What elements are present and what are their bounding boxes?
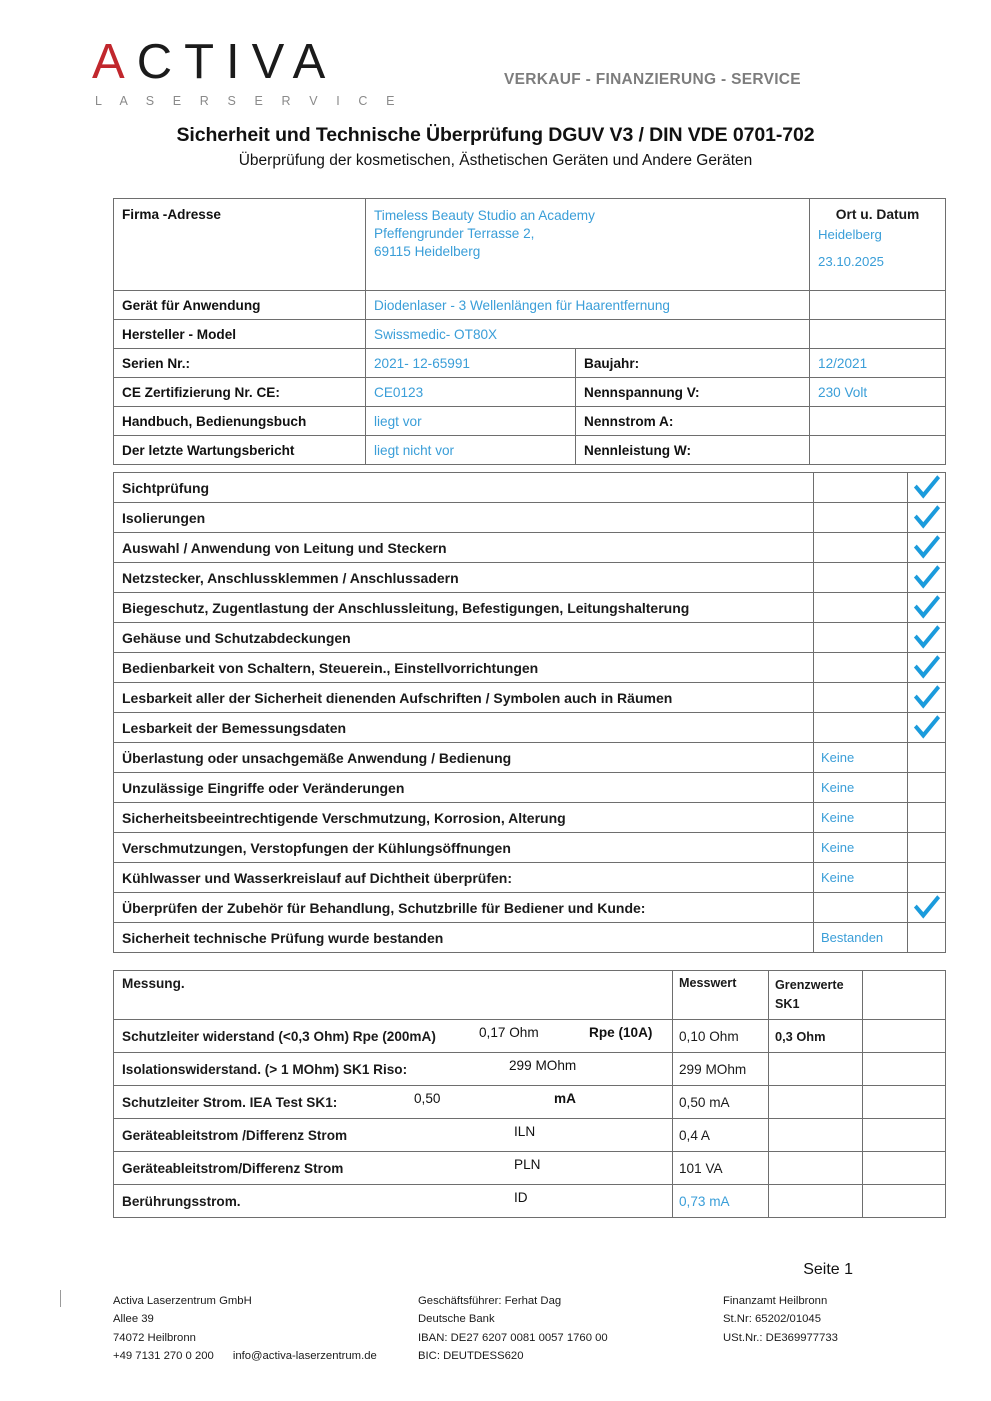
checklist-note-6[interactable] — [814, 653, 908, 683]
info-label-firma: Firma -Adresse — [114, 199, 366, 291]
meas-limit-5 — [769, 1185, 863, 1218]
checklist-note-9[interactable]: Keine — [814, 743, 908, 773]
checkmark-icon — [912, 503, 942, 531]
checklist-checkbox-14[interactable] — [908, 893, 946, 923]
footer-company-city: 74072 Heilbronn — [113, 1331, 196, 1344]
checklist-checkbox-4[interactable] — [908, 593, 946, 623]
table-row — [114, 1020, 946, 1053]
checklist-item-5: Gehäuse und Schutzabdeckungen — [114, 623, 814, 653]
table-row — [114, 923, 946, 953]
table-row — [114, 349, 946, 378]
info-right-value-0 — [810, 291, 946, 320]
checkmark-icon — [912, 653, 942, 681]
table-row — [114, 653, 946, 683]
checkmark-icon — [912, 533, 942, 561]
info-right-value-4[interactable] — [810, 407, 946, 436]
meas-limit-4 — [769, 1152, 863, 1185]
footer-managing-director: Geschäftsführer: Ferhat Dag — [418, 1295, 562, 1307]
table-row — [114, 533, 946, 563]
table-row — [114, 1119, 946, 1152]
info-label-ort-datum: Ort u. Datum — [835, 207, 920, 222]
checklist-item-9: Überlastung oder unsachgemäße Anwendung / Bedienung — [114, 743, 814, 773]
meas-header-result: Messwert — [673, 971, 769, 1020]
meas-result-3[interactable]: 0,4 A — [673, 1119, 769, 1152]
header-tagline: VERKAUF - FINANZIERUNG - SERVICE — [504, 71, 801, 88]
footer-company-name: Activa Laserzentrum GmbH — [113, 1295, 252, 1307]
table-row — [114, 1185, 946, 1218]
checklist-checkbox-12[interactable] — [908, 833, 946, 863]
checklist-note-15[interactable]: Bestanden — [814, 923, 908, 953]
checklist-item-15: Sicherheit technische Prüfung wurde bestanden — [114, 923, 814, 953]
info-label-3: CE Zertifizierung Nr. CE: — [114, 378, 366, 407]
meas-result-0[interactable]: 0,10 Ohm — [673, 1020, 769, 1053]
table-row — [114, 291, 946, 320]
table-row — [114, 773, 946, 803]
checklist-checkbox-1[interactable] — [908, 503, 946, 533]
info-cell-ort-datum — [810, 199, 946, 291]
footer-bank-name: Deutsche Bank — [418, 1313, 495, 1326]
table-row — [114, 199, 946, 291]
footer-contact-line — [113, 1347, 413, 1365]
info-right-label-3: Nennspannung V: — [576, 378, 810, 407]
checklist-note-2[interactable] — [814, 533, 908, 563]
checklist-checkbox-11[interactable] — [908, 803, 946, 833]
checklist-checkbox-8[interactable] — [908, 713, 946, 743]
meas-inline-label-0: Rpe (10A) — [589, 1025, 653, 1040]
info-value-2[interactable]: 2021- 12-65991 — [366, 349, 576, 378]
checklist-item-13: Kühlwasser und Wasserkreislauf auf Dichtheit überprüfen: — [114, 863, 814, 893]
checklist-item-11: Sicherheitsbeeintrechtigende Verschmutzung, Korrosion, Alterung — [114, 803, 814, 833]
checkmark-icon — [912, 893, 942, 921]
checklist-item-10: Unzulässige Eingriffe oder Veränderungen — [114, 773, 814, 803]
table-row — [114, 743, 946, 773]
info-right-value-1 — [810, 320, 946, 349]
checklist-item-4: Biegeschutz, Zugentlastung der Anschlussleitung, Befestigungen, Leitungshalterung — [114, 593, 814, 623]
footer-tax-number: St.Nr: 65202/01045 — [723, 1313, 821, 1326]
info-value-0[interactable]: Diodenlaser - 3 Wellenlängen für Haarentfernung — [366, 291, 810, 320]
meas-extra-1[interactable] — [863, 1053, 946, 1086]
info-right-label-4: Nennstrom A: — [576, 407, 810, 436]
checklist-note-13[interactable]: Keine — [814, 863, 908, 893]
measurement-table — [113, 970, 946, 1218]
checkmark-icon — [912, 593, 942, 621]
meas-result-1[interactable]: 299 MOhm — [673, 1053, 769, 1086]
meas-desc-5: Berührungsstrom. ID — [114, 1185, 673, 1218]
meas-extra-5[interactable] — [863, 1185, 946, 1218]
table-row — [114, 1086, 946, 1119]
checklist-checkbox-7[interactable] — [908, 683, 946, 713]
info-value-1[interactable]: Swissmedic- OT80X — [366, 320, 810, 349]
checklist-item-0: Sichtprüfung — [114, 473, 814, 503]
table-row — [114, 563, 946, 593]
checklist-note-12[interactable]: Keine — [814, 833, 908, 863]
info-label-4: Handbuch, Bedienungsbuch — [114, 407, 366, 436]
info-label-5: Der letzte Wartungsbericht — [114, 436, 366, 465]
meas-header-desc: Messung. — [114, 971, 673, 1020]
checklist-item-8: Lesbarkeit der Bemessungsdaten — [114, 713, 814, 743]
logo-letters-rest: CTIVA — [136, 35, 338, 89]
meas-result-5[interactable]: 0,73 mA — [673, 1185, 769, 1218]
logo-letter-a: A — [92, 35, 137, 89]
meas-extra-3[interactable] — [863, 1119, 946, 1152]
info-right-value-5[interactable] — [810, 436, 946, 465]
logo-subtitle: L A S E R S E R V I C E — [95, 94, 403, 108]
footer-vat-number: USt.Nr.: DE369977733 — [723, 1331, 838, 1344]
meas-inline-value-2[interactable]: 0,50 — [414, 1091, 441, 1106]
logo-wordmark — [92, 35, 392, 89]
checklist-checkbox-15[interactable] — [908, 923, 946, 953]
page-title: Sicherheit und Technische Überprüfung DGUV V3 / DIN VDE 0701-702 — [176, 124, 815, 146]
checkmark-icon — [912, 713, 942, 741]
table-row — [114, 803, 946, 833]
table-row — [114, 320, 946, 349]
checklist-item-2: Auswahl / Anwendung von Leitung und Steckern — [114, 533, 814, 563]
table-row — [114, 473, 946, 503]
table-row — [114, 1053, 946, 1086]
checklist-note-7[interactable] — [814, 683, 908, 713]
checklist-checkbox-6[interactable] — [908, 653, 946, 683]
table-row — [114, 1152, 946, 1185]
inspection-checklist-table — [113, 472, 946, 953]
checkmark-icon — [912, 623, 942, 651]
checklist-note-4[interactable] — [814, 593, 908, 623]
meas-limit-2 — [769, 1086, 863, 1119]
meas-limit-3 — [769, 1119, 863, 1152]
checklist-note-3[interactable] — [814, 563, 908, 593]
meas-desc-2: Schutzleiter Strom. IEA Test SK1: 0,50 mA — [114, 1086, 673, 1119]
checklist-checkbox-3[interactable] — [908, 563, 946, 593]
checklist-checkbox-5[interactable] — [908, 623, 946, 653]
meas-inline-label-2: mA — [554, 1091, 576, 1106]
checklist-checkbox-2[interactable] — [908, 533, 946, 563]
table-row — [114, 893, 946, 923]
checklist-checkbox-9[interactable] — [908, 743, 946, 773]
meas-result-2[interactable]: 0,50 mA — [673, 1086, 769, 1119]
checklist-note-8[interactable] — [814, 713, 908, 743]
table-row — [114, 593, 946, 623]
meas-limit-1 — [769, 1053, 863, 1086]
table-row — [114, 407, 946, 436]
checkmark-icon — [912, 563, 942, 591]
table-row — [114, 713, 946, 743]
table-row — [114, 863, 946, 893]
device-info-table — [113, 198, 946, 465]
checklist-item-12: Verschmutzungen, Verstopfungen der Kühlungsöffnungen — [114, 833, 814, 863]
meas-limit-0: 0,3 Ohm — [769, 1020, 863, 1053]
info-value-ort: Heidelberg — [818, 227, 882, 242]
checklist-checkbox-13[interactable] — [908, 863, 946, 893]
footer-phone: +49 7131 270 0 200 — [113, 1349, 214, 1362]
table-row — [114, 683, 946, 713]
footer-email[interactable]: info@activa-laserzentrum.de — [232, 1349, 377, 1362]
info-right-value-3[interactable]: 230 Volt — [810, 378, 946, 407]
footer-column-tax — [723, 1292, 953, 1347]
checklist-checkbox-10[interactable] — [908, 773, 946, 803]
footer-tax-office: Finanzamt Heilbronn — [723, 1295, 828, 1307]
checkmark-icon — [912, 473, 942, 501]
meas-inline-value-1[interactable]: 299 MOhm — [509, 1058, 577, 1073]
footer-column-bank — [418, 1292, 718, 1365]
footer-column-company — [113, 1292, 413, 1365]
meas-desc-3: Geräteableitstrom /Differenz Strom ILN — [114, 1119, 673, 1152]
meas-inline-label-4: PLN — [514, 1157, 541, 1172]
checkmark-icon — [912, 683, 942, 711]
checklist-note-5[interactable] — [814, 623, 908, 653]
table-header-row — [114, 971, 946, 1020]
checklist-item-1: Isolierungen — [114, 503, 814, 533]
meas-inline-label-3: ILN — [514, 1124, 536, 1139]
footer-company-street: Allee 39 — [113, 1313, 154, 1326]
info-value-3[interactable]: CE0123 — [366, 378, 576, 407]
meas-extra-0[interactable] — [863, 1020, 946, 1053]
table-row — [114, 623, 946, 653]
table-row — [114, 503, 946, 533]
info-value-firma: Timeless Beauty Studio an Academy Pfeffengrunder Terrasse 2, 69115 Heidelberg — [366, 199, 810, 291]
page-number: Seite 1 — [803, 1261, 853, 1278]
info-value-datum: 23.10.2025 — [818, 254, 885, 269]
checklist-note-0[interactable] — [814, 473, 908, 503]
meas-result-4[interactable]: 101 VA — [673, 1152, 769, 1185]
meas-desc-0: Schutzleiter widerstand (<0,3 Ohm) Rpe (200mA) 0,17 Ohm Rpe (10A) — [114, 1020, 673, 1053]
checklist-item-3: Netzstecker, Anschlussklemmen / Anschlussadern — [114, 563, 814, 593]
info-right-label-2: Baujahr: — [576, 349, 810, 378]
info-right-label-5: Nennleistung W: — [576, 436, 810, 465]
meas-extra-4[interactable] — [863, 1152, 946, 1185]
meas-extra-2[interactable] — [863, 1086, 946, 1119]
info-label-1: Hersteller - Model — [114, 320, 366, 349]
meas-inline-label-5: ID — [514, 1190, 528, 1205]
meas-desc-4: Geräteableitstrom/Differenz Strom PLN — [114, 1152, 673, 1185]
checklist-item-14: Überprüfen der Zubehör für Behandlung, Schutzbrille für Bediener und Kunde: — [114, 893, 814, 923]
checklist-item-6: Bedienbarkeit von Schaltern, Steuerein., Einstellvorrichtungen — [114, 653, 814, 683]
meas-header-extra — [863, 971, 946, 1020]
checklist-item-7: Lesbarkeit aller der Sicherheit dienenden Aufschriften / Symbolen auch in Räumen — [114, 683, 814, 713]
table-row — [114, 833, 946, 863]
info-value-4[interactable]: liegt vor — [366, 407, 576, 436]
checklist-note-11[interactable]: Keine — [814, 803, 908, 833]
info-label-0: Gerät für Anwendung — [114, 291, 366, 320]
checklist-note-1[interactable] — [814, 503, 908, 533]
margin-tick-mark — [60, 1290, 61, 1307]
footer-iban: IBAN: DE27 6207 0081 0057 1760 00 — [418, 1331, 608, 1344]
footer-bic: BIC: DEUTDESS620 — [418, 1349, 524, 1362]
checklist-note-14[interactable] — [814, 893, 908, 923]
info-right-value-2[interactable]: 12/2021 — [810, 349, 946, 378]
company-logo — [92, 35, 403, 108]
meas-header-limit: Grenzwerte SK1 — [769, 971, 863, 1020]
table-row — [114, 378, 946, 407]
checklist-checkbox-0[interactable] — [908, 473, 946, 503]
checklist-note-10[interactable]: Keine — [814, 773, 908, 803]
page-subtitle: Überprüfung der kosmetischen, Ästhetischen Geräten und Andere Geräten — [238, 152, 753, 169]
info-value-5[interactable]: liegt nicht vor — [366, 436, 576, 465]
meas-desc-1: Isolationswiderstand. (> 1 MOhm) SK1 Riso: 299 MOhm — [114, 1053, 673, 1086]
table-row — [114, 436, 946, 465]
info-label-2: Serien Nr.: — [114, 349, 366, 378]
meas-inline-value-0[interactable]: 0,17 Ohm — [479, 1025, 539, 1040]
